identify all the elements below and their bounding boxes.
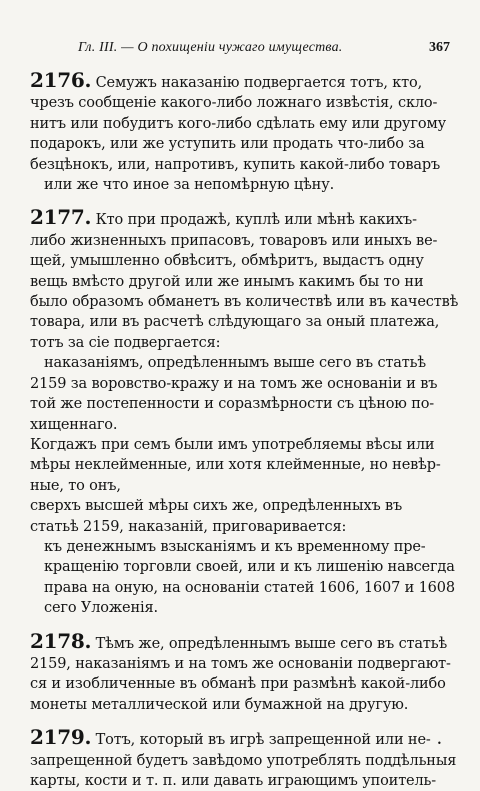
text-line: тотъ за сіе подвергается:: [30, 334, 221, 351]
text-line: либо жизненныхъ припасовъ, товаровъ или иныхъ ве-: [30, 232, 438, 249]
text-line: запрещенной будетъ завѣдомо употреблять поддѣльныя: [30, 752, 457, 769]
text-line: ся и изобличенные въ обманѣ при размѣнѣ какой-либо: [30, 676, 446, 693]
text-line: было образомъ обманетъ въ количествѣ или въ качествѣ: [30, 294, 459, 311]
text-line: товара, или въ расчетѣ слѣдующаго за оный платежа,: [30, 314, 440, 331]
text-line: ные, то онъ,: [30, 477, 121, 494]
text-line: нитъ или побудитъ кого-либо сдѣлать ему или другому: [30, 115, 446, 132]
penalty-line: къ денежнымъ взысканіямъ и къ временному пре-: [44, 538, 426, 555]
penalty-line: права на оную, на основаніи статей 1606, 1607 и 1608: [44, 579, 455, 596]
penalty-line: сего Уложенія.: [44, 600, 158, 617]
text-line: вещь вмѣсто другой или же инымъ какимъ бы то ни: [30, 273, 424, 290]
text-line: щей, умышленно обвѣситъ, обмѣритъ, выдастъ одну: [30, 253, 424, 270]
text-line: монеты металлической или бумажной на другую.: [30, 696, 409, 713]
text-line: карты, кости и т. п. или давать играющимъ упоитель-: [30, 773, 437, 789]
text-line: 2178. Тѣмъ же, опредѣленнымъ выше сего въ статьѣ: [30, 628, 448, 653]
article-number: 2178.: [30, 628, 92, 653]
article-2178: [30, 628, 451, 716]
chapter-title: Гл. III. — О похищеніи чужаго имущества.: [78, 40, 343, 55]
article-number: 2179.: [30, 725, 92, 750]
text-line: безцѣнокъ, или, напротивъ, купить какой-либо товаръ: [30, 156, 441, 173]
text-line: мѣры неклейменные, или хотя клейменные, но невѣр-: [30, 457, 441, 474]
article-2176: [30, 70, 450, 195]
article-number: 2176.: [30, 68, 92, 92]
page-number: 367: [429, 40, 450, 55]
article-2177: [30, 205, 459, 618]
article-number: 2177.: [30, 205, 92, 230]
text-line: 2159, наказаніямъ и на томъ же основаніи подвергают-: [30, 655, 451, 672]
text-line: Когдажъ при семъ были имъ употребляемы вѣсы или: [30, 436, 435, 453]
penalty-line: хищеннаго.: [30, 416, 118, 433]
text-line: или же что иное за непомѣрную цѣну.: [44, 177, 335, 194]
penalty-line: 2159 за воровство-кражу и на томъ же основаніи и въ: [30, 375, 438, 392]
penalty-line: наказаніямъ, опредѣленнымъ выше сего въ статьѣ: [44, 355, 427, 372]
penalty-line: кращенію торговли своей, или и къ лишенію навсегда: [44, 559, 455, 576]
text-line: 2179. Тотъ, который въ игрѣ запрещенной или не-: [30, 725, 431, 750]
text-line: статьѣ 2159, наказаній, приговаривается:: [30, 518, 347, 535]
article-2179: [30, 725, 457, 791]
printer-dot-mark: •: [437, 739, 442, 748]
running-head: [30, 40, 450, 56]
text-line: чрезъ сообщеніе какого-либо ложнаго извѣстія, скло-: [30, 95, 438, 112]
text-line: подарокъ, или же уступить или продать что-либо за: [30, 136, 425, 153]
text-line: 2177. Кто при продажѣ, куплѣ или мѣнѣ какихъ-: [30, 205, 417, 230]
penalty-line: той же постепенности и соразмѣрности съ цѣною по-: [30, 396, 435, 413]
text-line: сверхъ высшей мѣры сихъ же, опредѣленныхъ въ: [30, 498, 403, 515]
text-line: 2176. Семужъ наказанію подвергается тотъ, кто,: [30, 68, 423, 92]
